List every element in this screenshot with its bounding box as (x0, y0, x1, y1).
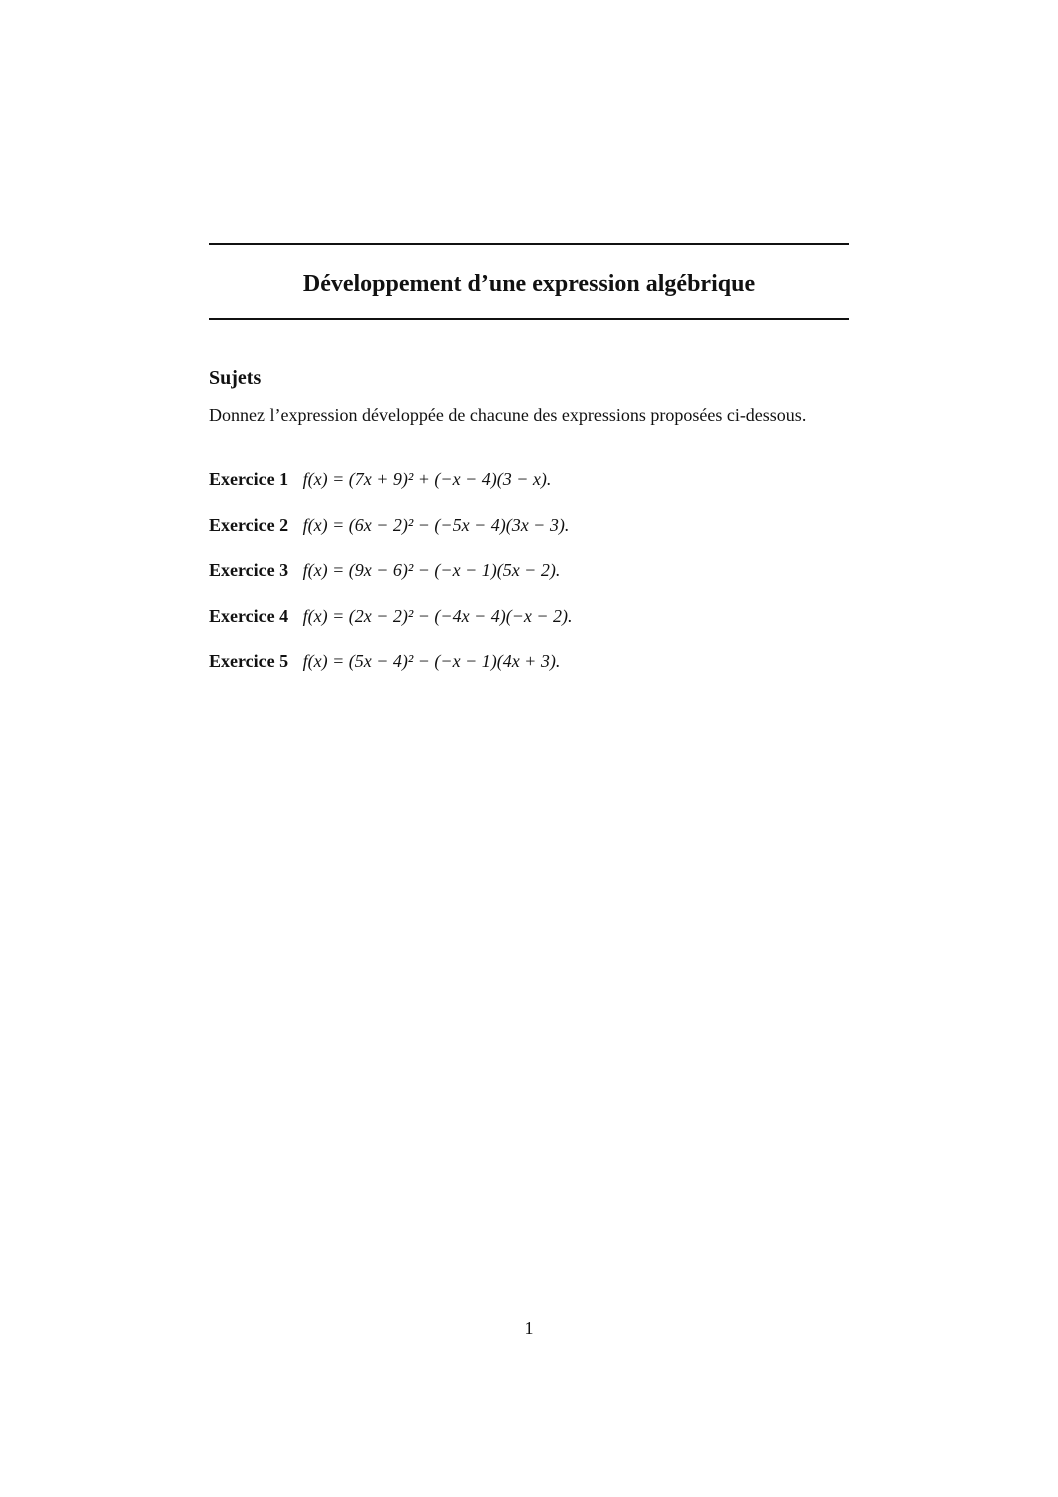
exercise-formula: f(x) = (6x − 2)² − (−5x − 4)(3x − 3). (302, 514, 570, 535)
section-heading: Sujets (209, 367, 262, 389)
exercise-item (209, 512, 849, 558)
title-top-rule (209, 243, 849, 245)
title-bottom-rule (209, 318, 849, 320)
exercise-item (209, 648, 849, 694)
exercise-formula: f(x) = (5x − 4)² − (−x − 1)(4x + 3). (302, 651, 561, 671)
intro-paragraph: Donnez l’expression développée de chacune des expressions proposées ci-dessous. (209, 405, 807, 425)
exercise-formula: f(x) = (2x − 2)² − (−4x − 4)(−x − 2). (302, 605, 573, 626)
exercise-label: Exercice 4 (209, 605, 289, 626)
exercise-label: Exercice 5 (209, 651, 289, 671)
exercise-formula: f(x) = (9x − 6)² − (−x − 1)(5x − 2). (302, 560, 561, 580)
exercise-label: Exercice 1 (209, 469, 289, 489)
page-number: 1 (524, 1318, 534, 1338)
exercise-formula: f(x) = (7x + 9)² + (−x − 4)(3 − x). (302, 469, 552, 489)
exercise-label: Exercice 2 (209, 514, 289, 535)
exercise-list (209, 466, 849, 694)
exercise-item (209, 557, 849, 603)
exercise-label: Exercice 3 (209, 560, 289, 580)
exercise-item (209, 603, 849, 649)
exercise-item (209, 466, 849, 512)
document-title: Développement d’une expression algébrique (302, 271, 756, 297)
